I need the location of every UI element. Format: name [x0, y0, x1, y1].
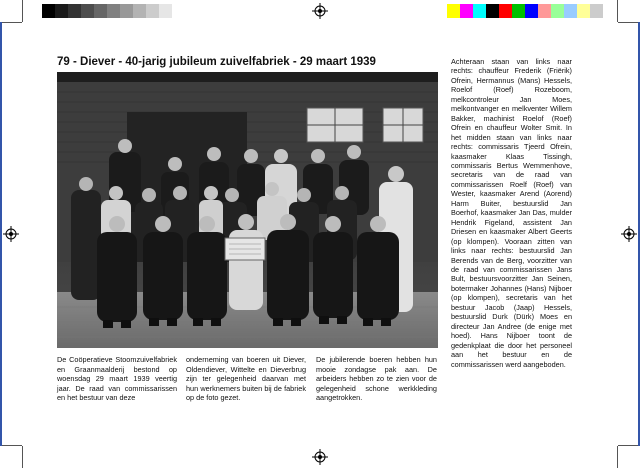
color-swatch-6 [512, 4, 525, 18]
gray-swatch-8 [133, 4, 146, 18]
gray-swatch-3 [68, 4, 81, 18]
crop-line-tr-v [617, 0, 618, 22]
color-swatch-10 [564, 4, 577, 18]
registration-mark-right [621, 226, 637, 242]
crop-line-br-h [618, 445, 640, 446]
gray-swatch-10 [159, 4, 172, 18]
color-swatch-5 [499, 4, 512, 18]
color-swatch-3 [473, 4, 486, 18]
color-swatch-9 [551, 4, 564, 18]
people-description: Achteraan staan van links naar rechts: chauffeur Frederik (Friërik) Ofrein, Hermannus (Mans) Hessels, Roelof (Roef) Rozeboom, melkcontroleur Jan Moes, melkontvanger en melkventer Willem Bakker, machinist Roelof (Roef) Ofrein en chauffeur Wolter Smit. In het midden staan van links naar rechts: commissaris Tjeerd Ofrein, kaasmaker Klaas Tissingh, commissaris Bertus Wemmenhove, secretaris van de raad van commissarissen Roelf (Roef) van Wester, kaasmaker Arend (Aorend) Harm Buiter, bestuurslid Jan Boerhof, kaasmaker Jan Das, mulder Hendrik Figeland, assistent Jan Driesen en kaasmaker Albert Geerts (op klompen). Vooraan zitten van links naar rechts: bestuurslid Jan Berends van de Berg, voorzitter van de raad van commissarissen Jans Bult, bestuursvoorzitter Jan Seinen, botermaker Johannes (Hans) Nijboer (op klompen), secretaris van het bestuur Jacob (Jaap) Hessels, bestuurslid Durk (Dürk) Moes en directeur Jan Andree (de enige met hoed). Hans Nijboer toont de gedenkplaat die door het personeel aan het bestuur en de commissarissen werd aangeboden. [451, 57, 572, 369]
page-title: 79 - Diever - 40-jarig jubileum zuivelfabriek - 29 maart 1939 [57, 56, 376, 68]
page-edge-left [0, 22, 2, 446]
registration-mark-bottom [312, 449, 328, 465]
color-swatch-12 [590, 4, 603, 18]
gray-swatch-9 [146, 4, 159, 18]
grayscale-calibration-bar [42, 4, 172, 18]
gray-swatch-4 [81, 4, 94, 18]
registration-mark-top [312, 3, 328, 19]
caption-column-1: De Coöperatieve Stoomzuivelfabriek en Graanmaalderij bestond op woensdag 29 maart 1939 veertig jaar. De raad van commissarissen en het bestuur van deze [57, 355, 177, 403]
gray-swatch-1 [42, 4, 55, 18]
color-swatch-8 [538, 4, 551, 18]
color-swatch-4 [486, 4, 499, 18]
color-swatch-11 [577, 4, 590, 18]
crop-line-tl-v [22, 0, 23, 22]
crop-line-bl-v [22, 446, 23, 468]
caption-column-2: onderneming van boeren uit Diever, Oldendiever, Wittelte en Dieverbrug zijn ter gelegenheid daarvan met hun werknemers buiten bij de fabriek op de foto gezet. [186, 355, 306, 403]
gray-swatch-5 [94, 4, 107, 18]
gray-swatch-7 [120, 4, 133, 18]
gray-swatch-6 [107, 4, 120, 18]
color-swatch-7 [525, 4, 538, 18]
caption-column-3: De jubilerende boeren hebben hun mooie zondagse pak aan. De arbeiders hebben zo te zien voor de gelegenheid schone werkkleding aangetrokken. [316, 355, 437, 403]
crop-line-bl-h [0, 445, 22, 446]
color-calibration-bar [447, 4, 603, 18]
group-photo [57, 72, 438, 348]
color-swatch-2 [460, 4, 473, 18]
gray-swatch-2 [55, 4, 68, 18]
crop-line-tl-h [0, 22, 22, 23]
crop-line-br-v [617, 446, 618, 468]
color-swatch-1 [447, 4, 460, 18]
crop-line-tr-h [618, 22, 640, 23]
registration-mark-left [3, 226, 19, 242]
